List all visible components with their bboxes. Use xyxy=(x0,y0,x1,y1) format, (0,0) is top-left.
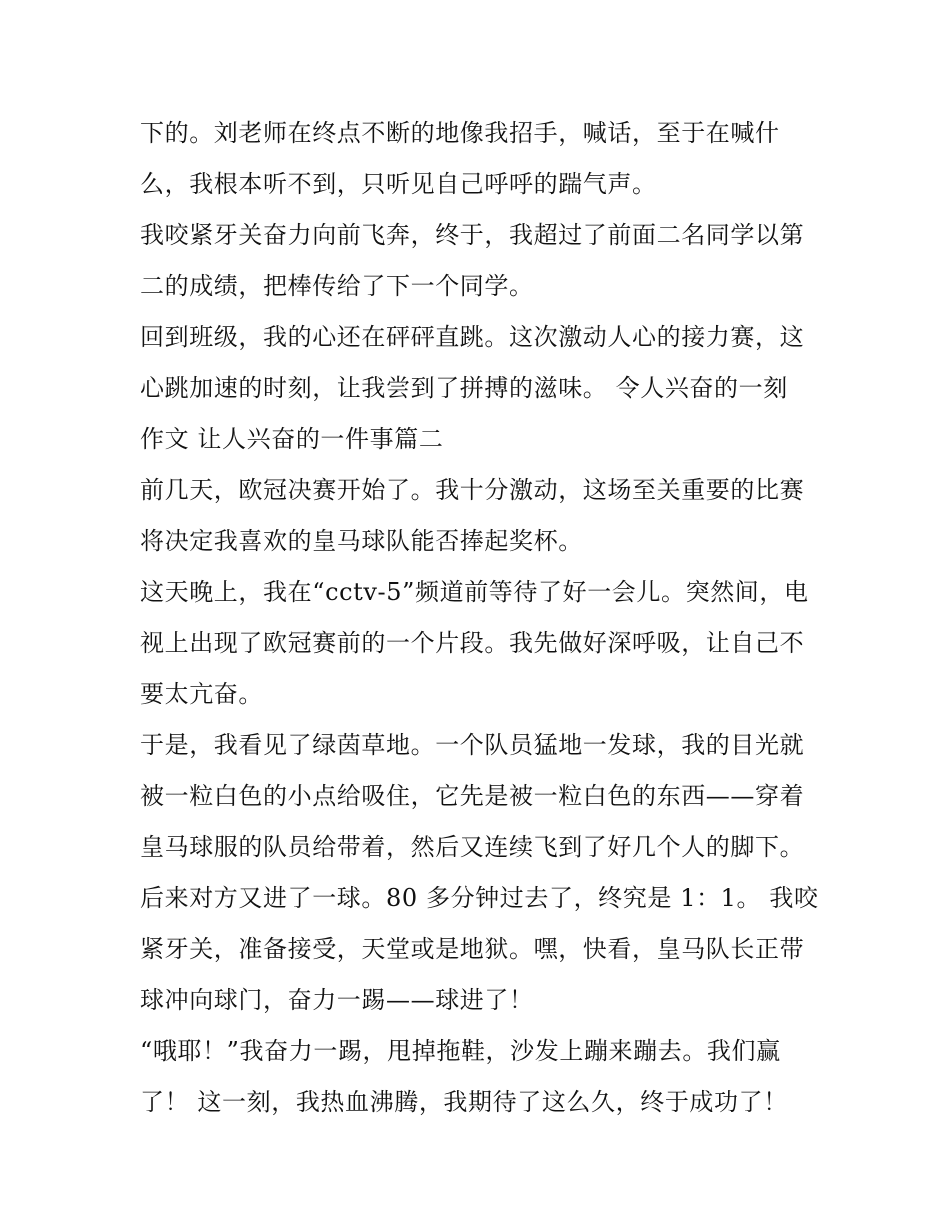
text-line: 了！ 这一刻，我热血沸腾，我期待了这么久，终于成功了！ xyxy=(140,1088,788,1116)
text-line: 视上出现了欧冠赛前的一个片段。我先做好深呼吸，让自己不 xyxy=(140,629,805,657)
text-line: 作文 让人兴奋的一件事篇二 xyxy=(140,425,444,453)
text-line: 要太亢奋。 xyxy=(140,680,263,708)
text-line: 心跳加速的时刻，让我尝到了拼搏的滋味。 令人兴奋的一刻 xyxy=(140,374,788,402)
text-line: 球冲向球门，奋力一踢——球进了！ xyxy=(140,986,534,1014)
text-line: 将决定我喜欢的皇马球队能否捧起奖杯。 xyxy=(140,527,583,555)
text-line: 回到班级，我的心还在砰砰直跳。这次激动人心的接力赛，这 xyxy=(140,323,805,351)
document-body xyxy=(140,108,820,1128)
text-line: 二的成绩，把棒传给了下一个同学。 xyxy=(140,272,534,300)
text-line: 么，我根本听不到，只听见自己呼呼的踹气声。 xyxy=(140,170,657,198)
text-line: 我咬紧牙关奋力向前飞奔，终于，我超过了前面二名同学以第 xyxy=(140,221,805,249)
text-line: 被一粒白色的小点给吸住，它先是被一粒白色的东西——穿着 xyxy=(140,782,805,810)
text-line: 下的。刘老师在终点不断的地像我招手，喊话，至于在喊什 xyxy=(140,119,780,147)
text-line: 后来对方又进了一球。80 多分钟过去了，终究是 1：1。 我咬 xyxy=(140,884,819,912)
text-line: 皇马球服的队员给带着，然后又连续飞到了好几个人的脚下。 xyxy=(140,833,805,861)
text-line: 这天晚上，我在“cctv-5”频道前等待了好一会儿。突然间，电 xyxy=(140,578,809,606)
text-line: 紧牙关，准备接受，天堂或是地狱。嘿，快看，皇马队长正带 xyxy=(140,935,805,963)
text-line: 前几天，欧冠决赛开始了。我十分激动，这场至关重要的比赛 xyxy=(140,476,805,504)
text-line: “哦耶！”我奋力一踢，甩掉拖鞋，沙发上蹦来蹦去。我们赢 xyxy=(140,1037,781,1065)
text-line: 于是，我看见了绿茵草地。一个队员猛地一发球，我的目光就 xyxy=(140,731,805,759)
